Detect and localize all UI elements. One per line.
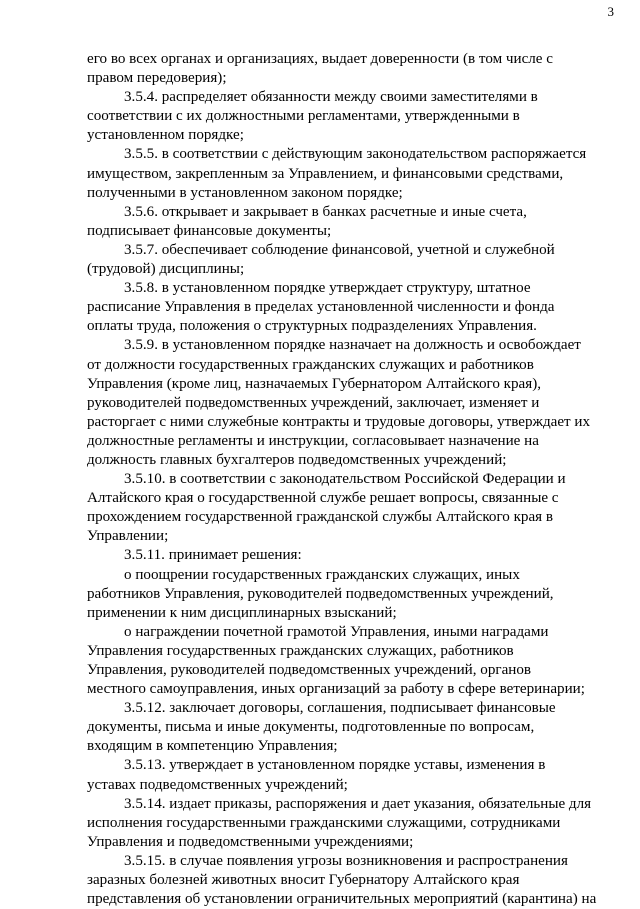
page-number: 3	[607, 4, 614, 19]
paragraph-continuation: его во всех органах и организациях, выдает доверенности (в том числе с правом передоверия);	[87, 51, 553, 87]
paragraph-3-5-11-item-1: о поощрении государственных гражданских служащих, иных работников Управления, руководителей подведомственных учреждений, применении к ним дисциплинарных взысканий;	[87, 566, 554, 621]
paragraph-3-5-14: 3.5.14. издает приказы, распоряжения и дает указания, обязательные для исполнения государственными гражданскими служащими, сотрудниками Управления и подведомственными учреждениями;	[87, 795, 592, 850]
paragraph-3-5-6: 3.5.6. открывает и закрывает в банках расчетные и иные счета, подписывает финансовые документы;	[87, 203, 527, 239]
paragraph-3-5-8: 3.5.8. в установленном порядке утверждает структуру, штатное расписание Управления в пределах установленной численности и фонда оплаты труда, положения о структурных подразделениях Управления.	[87, 280, 555, 335]
paragraph-3-5-12: 3.5.12. заключает договоры, соглашения, подписывает финансовые документы, письма и иные документы, подготовленные по вопросам, входящим в компетенцию Управления;	[87, 700, 556, 755]
paragraph-3-5-9: 3.5.9. в установленном порядке назначает на должность и освобождает от должности государственных гражданских служащих и работников Управления (кроме лиц, назначаемых Губернатором Алтайского края), руководителей подведомственных учреждений, заключает, изменяет и расторгает с ними служебные контракты и трудовые договоры, утверждает их должностные регламенты и инструкции, согласовывает назначение на должность главных бухгалтеров подведомственных учреждений;	[87, 337, 591, 468]
paragraph-3-5-13: 3.5.13. утверждает в установленном порядке уставы, изменения в уставах подведомственных учреждений;	[87, 757, 546, 793]
paragraph-3-5-10: 3.5.10. в соответствии с законодательством Российской Федерации и Алтайского края о государственной службе решает вопросы, связанные с прохождением государственной гражданской службы Алтайского края в Управлении;	[87, 471, 566, 545]
paragraph-3-5-11-item-2: о награждении почетной грамотой Управления, иными наградами Управления государственных гражданских служащих, работников Управления, руководителей подведомственных учреждений, органов местного самоуправления, иных организаций за работу в сфере ветеринарии;	[87, 623, 585, 698]
paragraph-3-5-5: 3.5.5. в соответствии с действующим законодательством распоряжается имуществом, закрепленным за Управлением, и финансовыми средствами, полученными в установленном законом порядке;	[87, 146, 587, 201]
paragraph-3-5-7: 3.5.7. обеспечивает соблюдение финансовой, учетной и служебной (трудовой) дисциплины;	[87, 241, 555, 278]
paragraph-3-5-15: 3.5.15. в случае появления угрозы возникновения и распространения заразных болезней животных вносит Губернатору Алтайского края представления об установлении ограничительных мероприятий (карантина) на	[87, 852, 597, 908]
paragraph-3-5-11: 3.5.11. принимает решения:	[124, 547, 302, 564]
paragraph-3-5-4: 3.5.4. распределяет обязанности между своими заместителями в соответствии с их должностными регламентами, утвержденными в установленном порядке;	[87, 89, 538, 144]
document-body	[87, 50, 607, 909]
